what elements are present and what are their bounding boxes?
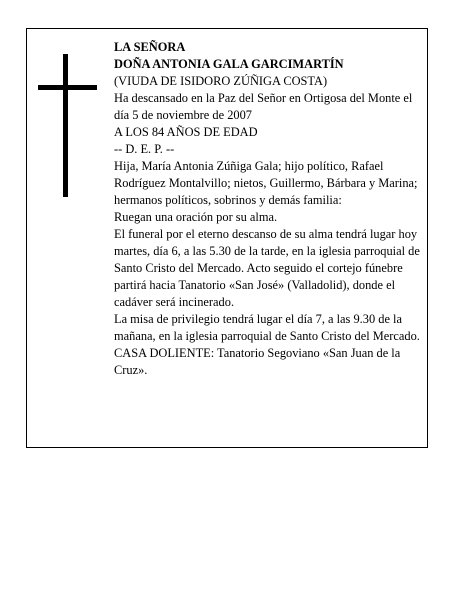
cross-vertical-bar <box>63 54 68 197</box>
widow-of: (VIUDA DE ISIDORO ZÚÑIGA COSTA) <box>114 74 328 88</box>
rip-line: -- D. E. P. -- <box>114 142 175 156</box>
mass-details: La misa de privilegio tendrá lugar el día 7, a las 9.30 de la mañana, en la iglesia parroquial de Santo Cristo del Mercado. <box>114 312 420 343</box>
funeral-details: El funeral por el eterno descanso de su alma tendrá lugar hoy martes, día 6, a las 5.30 de la tarde, en la iglesia parroquial de Santo Cristo del Mercado. Acto seguido el cortejo fúnebre partirá hacia Tanatorio «San José» (Valladolid), donde el cadáver será incinerado. <box>114 227 420 309</box>
prayer-request: Ruegan una oración por su alma. <box>114 210 278 224</box>
deceased-name: DOÑA ANTONIA GALA GARCIMARTÍN <box>114 57 344 71</box>
mourning-house: CASA DOLIENTE: Tanatorio Segoviano «San Juan de la Cruz». <box>114 346 401 377</box>
age-statement: A LOS 84 AÑOS DE EDAD <box>114 125 258 139</box>
obituary-text <box>114 39 422 379</box>
cross-horizontal-bar <box>38 85 97 90</box>
family-members: Hija, María Antonia Zúñiga Gala; hijo político, Rafael Rodríguez Montalvillo; nietos, Guillermo, Bárbara y Marina; hermanos políticos, sobrinos y demás familia: <box>114 159 418 207</box>
deceased-title: LA SEÑORA <box>114 40 186 54</box>
death-statement: Ha descansado en la Paz del Señor en Ortigosa del Monte el día 5 de noviembre de 2007 <box>114 91 413 122</box>
